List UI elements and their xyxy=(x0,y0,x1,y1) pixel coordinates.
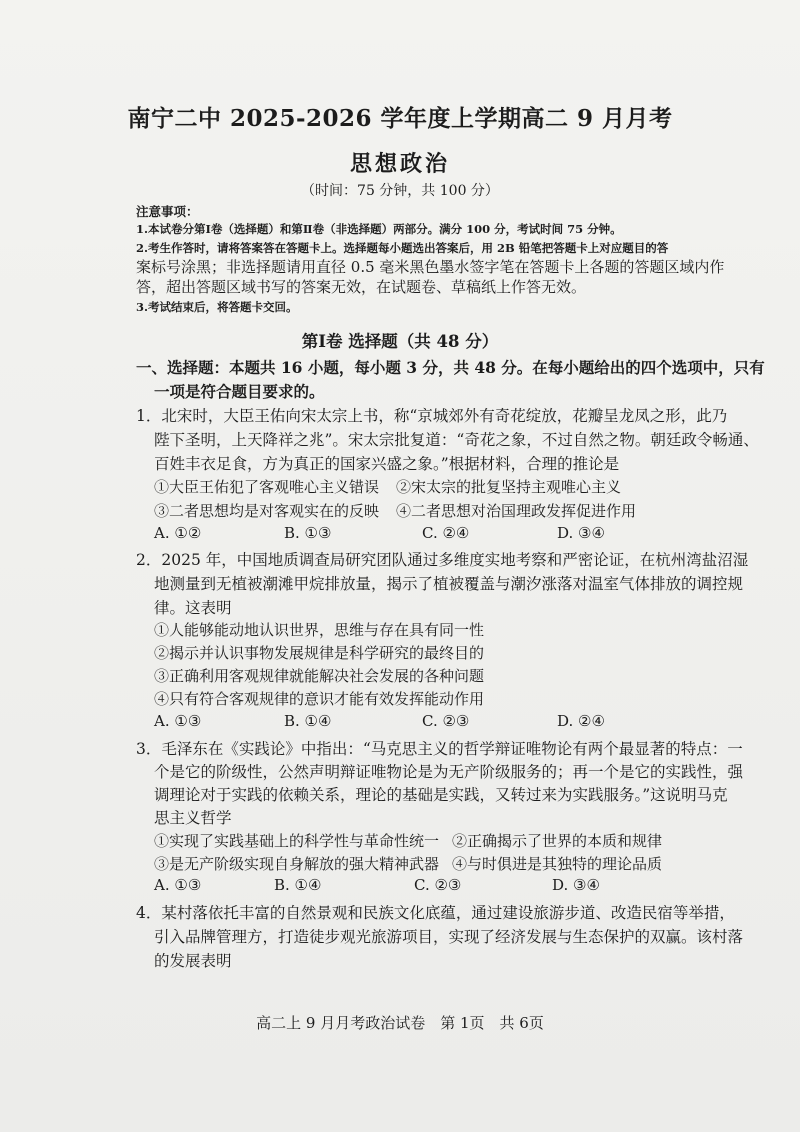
answer-choice: A. ①③ xyxy=(154,876,202,894)
notice-line: 案标号涂黑；非选择题请用直径 0.5 毫米黑色墨水签字笔在答题卡上各题的答题区域内作 xyxy=(136,258,725,276)
answer-choice: C. ②③ xyxy=(422,712,470,730)
question-stem: 3．毛泽东在《实践论》中指出：“马克思主义的哲学辩证唯物论有两个最显著的特点：一 xyxy=(136,740,743,758)
answer-choice: B. ①④ xyxy=(284,712,332,730)
exam-title: 南宁二中 2025-2026 学年度上学期高二 9 月月考 xyxy=(127,105,673,132)
subject-title: 思想政治 xyxy=(349,151,450,177)
answer-choice: A. ①② xyxy=(154,524,202,542)
question-item: ③二者思想均是对客观实在的反映 xyxy=(154,502,380,520)
notice-line: 1.本试卷分第Ⅰ卷（选择题）和第Ⅱ卷（非选择题）两部分。满分 100 分，考试时间 75 分钟。 xyxy=(136,222,622,236)
question-item: ①人能够能动地认识世界，思维与存在具有同一性 xyxy=(154,621,485,639)
question-item: ④与时俱进是其独特的理论品质 xyxy=(452,855,663,873)
section-instruction: 一项是符合题目要求的。 xyxy=(154,382,325,401)
question-item: ③正确利用客观规律就能解决社会发展的各种问题 xyxy=(154,667,485,685)
answer-choice: D. ③④ xyxy=(557,524,605,542)
answer-choice: B. ①③ xyxy=(284,524,332,542)
notice-line: 2.考生作答时，请将答案答在答题卡上。选择题每小题选出答案后，用 2B 铅笔把答题卡上对应题目的答 xyxy=(136,241,669,255)
question-item: ②揭示并认识事物发展规律是科学研究的最终目的 xyxy=(154,644,485,662)
notice-line: 3.考试结束后，将答题卡交回。 xyxy=(136,300,298,314)
question-item: ②宋太宗的批复坚持主观唯心主义 xyxy=(396,478,622,496)
answer-choice: D. ②④ xyxy=(557,712,605,730)
question-stem: 地测量到无植被潮滩甲烷排放量，揭示了植被覆盖与潮汐涨落对温室气体排放的调控规 xyxy=(154,575,744,593)
question-item: ②正确揭示了世界的本质和规律 xyxy=(452,832,663,850)
answer-choice: C. ②③ xyxy=(414,876,462,894)
time-info: （时间：75 分钟，共 100 分） xyxy=(301,183,499,199)
answer-choice: B. ①④ xyxy=(274,876,322,894)
question-item: ③是无产阶级实现自身解放的强大精神武器 xyxy=(154,855,440,873)
question-stem: 思主义哲学 xyxy=(154,809,232,827)
answer-choice: C. ②④ xyxy=(422,524,470,542)
question-item: ①实现了实践基础上的科学性与革命性统一 xyxy=(154,832,440,850)
question-stem: 4．某村落依托丰富的自然景观和民族文化底蕴，通过建设旅游步道、改造民宿等举措， xyxy=(136,904,735,922)
question-stem: 1．北宋时，大臣王佑向宋太宗上书，称“京城郊外有奇花绽放，花瓣呈龙凤之形，此乃 xyxy=(136,407,728,425)
answer-choice: D. ③④ xyxy=(552,876,600,894)
question-stem: 的发展表明 xyxy=(154,952,232,970)
answer-choice: A. ①③ xyxy=(154,712,202,730)
question-stem: 2．2025 年，中国地质调查局研究团队通过多维度实地考察和严密论证，在杭州湾盐沼湿 xyxy=(136,551,749,569)
question-stem: 个是它的阶级性，公然声明辩证唯物论是为无产阶级服务的；再一个是它的实践性，强 xyxy=(154,763,744,781)
notice-heading: 注意事项： xyxy=(136,204,199,219)
section-instruction: 一、选择题：本题共 16 小题，每小题 3 分，共 48 分。在每小题给出的四个选项中，只有 xyxy=(136,358,765,377)
question-item: ④二者思想对治国理政发挥促进作用 xyxy=(396,502,637,520)
question-stem: 引入品牌管理方，打造徒步观光旅游项目，实现了经济发展与生态保护的双赢。该村落 xyxy=(154,928,744,946)
question-item: ①大臣王佑犯了客观唯心主义错误 xyxy=(154,478,380,496)
notice-line: 答，超出答题区域书写的答案无效，在试题卷、草稿纸上作答无效。 xyxy=(136,278,587,296)
page-footer: 高二上 9 月月考政治试卷 第 1页 共 6页 xyxy=(256,1014,544,1032)
question-stem: 陛下圣明，上天降祥之兆”。宋太宗批复道：“奇花之象，不过自然之物。朝廷政令畅通、 xyxy=(154,431,759,449)
question-stem: 调理论对于实践的依赖关系，理论的基础是实践，又转过来为实践服务。”这说明马克 xyxy=(154,786,728,804)
question-item: ④只有符合客观规律的意识才能有效发挥能动作用 xyxy=(154,690,485,708)
question-stem: 律。这表明 xyxy=(154,599,232,617)
question-stem: 百姓丰衣足食，方为真正的国家兴盛之象。”根据材料，合理的推论是 xyxy=(154,455,620,473)
section-heading: 第Ⅰ卷 选择题（共 48 分） xyxy=(301,332,499,351)
